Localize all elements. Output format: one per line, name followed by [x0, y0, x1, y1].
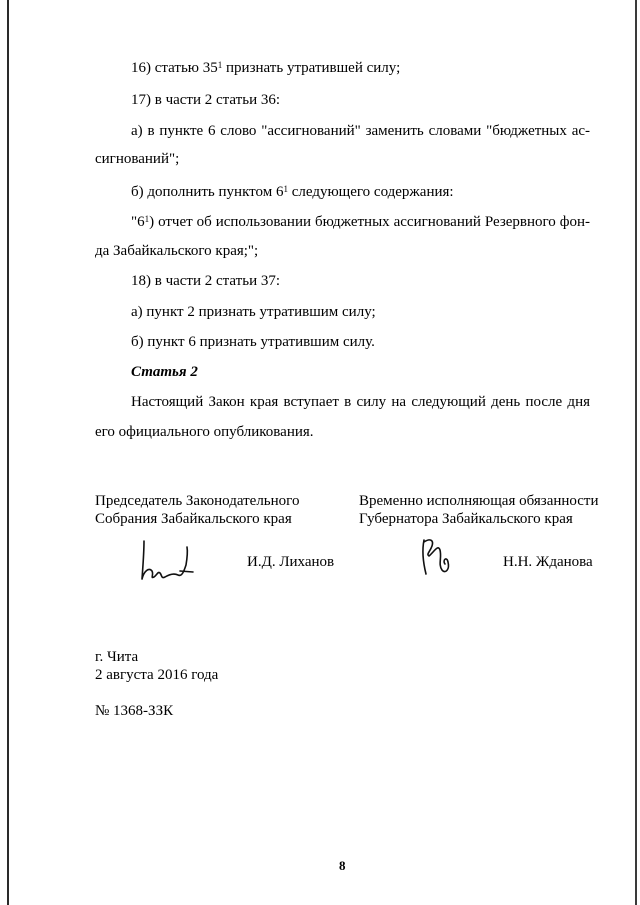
- article-2-line1: Настоящий Закон края вступает в силу на следующий день после дня: [131, 394, 590, 410]
- item-18a: а) пункт 2 признать утратившим силу;: [131, 304, 376, 320]
- law-number: № 1368-ЗЗК: [95, 703, 174, 719]
- signing-date: 2 августа 2016 года: [95, 667, 219, 683]
- left-signatory-title-line1: Председатель Законодательного: [95, 493, 300, 509]
- item-17b-quote-line1: "$6^1$) отчет об использовании бюджетных ассигнований Резервного фон-: [131, 214, 590, 230]
- item-16: 16) статью $35^1$ признать утратившей силу;: [131, 60, 401, 76]
- item-18b: б) пункт 6 признать утратившим силу.: [131, 334, 375, 350]
- article-2-line2: его официального опубликования.: [95, 424, 314, 440]
- article-2-heading: Статья 2: [131, 364, 198, 380]
- page-left-edge: [7, 0, 9, 905]
- left-signature: [130, 535, 200, 585]
- page-number: 8: [339, 858, 346, 873]
- city: г. Чита: [95, 649, 139, 665]
- item-18: 18) в части 2 статьи 37:: [131, 273, 281, 289]
- item-17a-line1: а) в пункте 6 слово "ассигнований" заменить словами "бюджетных ас-: [131, 123, 590, 139]
- page-right-edge: [635, 0, 637, 905]
- right-signature: [412, 530, 462, 580]
- left-signatory-title-line2: Собрания Забайкальского края: [95, 511, 292, 527]
- right-signatory-title-line2: Губернатора Забайкальского края: [359, 511, 573, 527]
- left-signatory-name: И.Д. Лиханов: [247, 554, 335, 570]
- item-17: 17) в части 2 статьи 36:: [131, 92, 281, 108]
- item-17b: б) дополнить пунктом $6^1$ следующего содержания:: [131, 184, 454, 200]
- right-signatory-title-line1: Временно исполняющая обязанности: [359, 493, 599, 509]
- right-signatory-name: Н.Н. Жданова: [503, 554, 593, 570]
- item-17b-quote-line2: да Забайкальского края;";: [95, 243, 259, 259]
- item-17a-line2: сигнований";: [95, 151, 180, 167]
